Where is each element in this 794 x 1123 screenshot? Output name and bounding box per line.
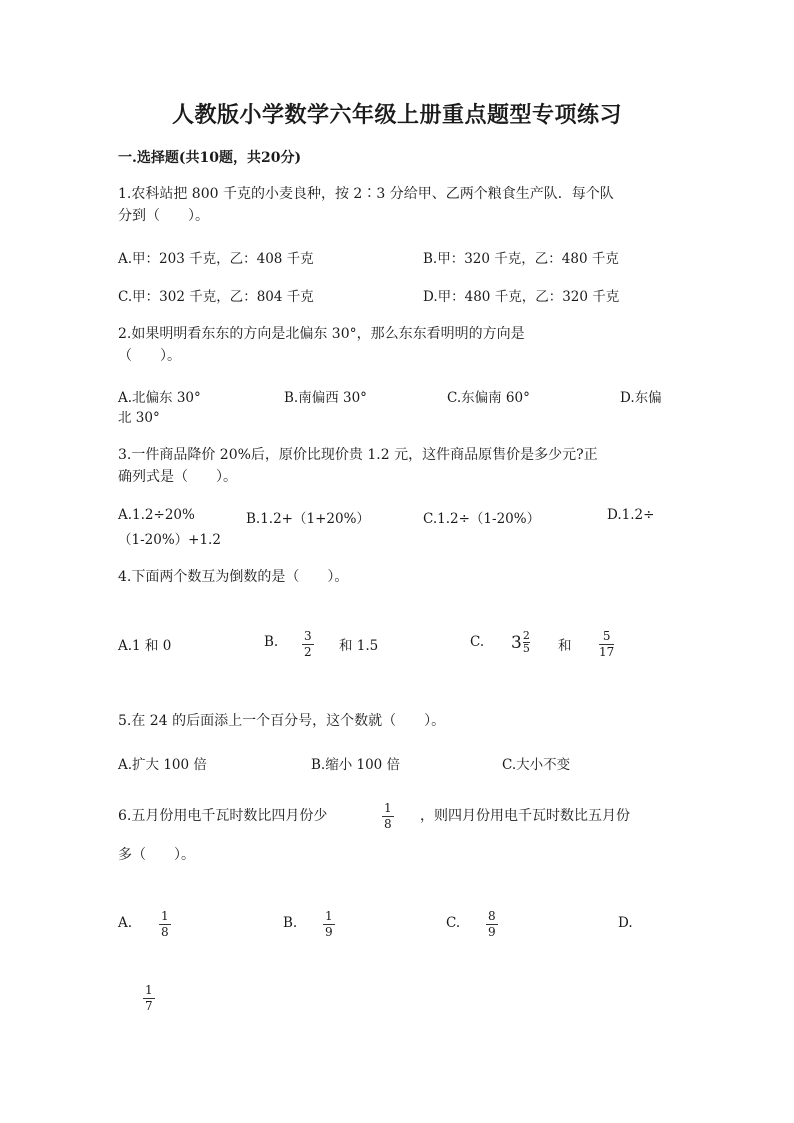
fraction-denominator: 8 (161, 925, 169, 939)
q1-stem-line2: 分到（ ）。 (118, 208, 209, 224)
q5-option-a[interactable]: A.扩大 100 倍 (118, 757, 207, 773)
q5-option-b[interactable]: B.缩小 100 倍 (311, 757, 401, 773)
fraction-numerator: 1 (145, 983, 153, 997)
q3-option-a[interactable]: A.1.2÷20% (118, 507, 195, 523)
fraction-numerator: 3 (304, 629, 312, 643)
q4-option-c-fraction (599, 630, 614, 659)
fraction-denominator: 17 (599, 645, 615, 659)
fraction-numerator: 1 (325, 909, 333, 923)
q3-option-d-cont: （1-20%）+1.2 (118, 532, 221, 548)
fraction-numerator: 2 (522, 629, 530, 642)
q6-option-a-fraction (159, 910, 171, 939)
page-title: 人教版小学数学六年级上册重点题型专项练习 (171, 102, 622, 128)
q4-option-b-label[interactable]: B. (264, 634, 279, 650)
fraction-denominator: 7 (145, 999, 153, 1013)
mixed-fraction (523, 630, 530, 655)
q3-stem-line2: 确列式是（ ）。 (118, 469, 237, 485)
q6-option-a-label[interactable]: A. (118, 915, 133, 931)
q3-option-c[interactable]: C.1.2÷（1-20%） (423, 511, 541, 527)
q5-option-c[interactable]: C.大小不变 (502, 757, 571, 773)
q1-option-d[interactable]: D.甲：480 千克，乙：320 千克 (423, 289, 620, 305)
q2-option-d[interactable]: D.东偏 (620, 390, 662, 406)
q6-option-d-label[interactable]: D. (618, 915, 633, 931)
section-heading: 一.选择题(共10题，共20分) (118, 150, 302, 166)
q3-stem-line1: 3.一件商品降价 20%后，原价比现价贵 1.2 元，这件商品原售价是多少元?正 (118, 447, 598, 463)
q1-option-b[interactable]: B.甲：320 千克，乙：480 千克 (423, 251, 619, 267)
q3-option-b[interactable]: B.1.2+（1+20%） (246, 511, 370, 527)
fraction-numerator: 8 (488, 909, 496, 923)
q6-option-b-fraction (323, 910, 335, 939)
q4-option-a[interactable]: A.1 和 0 (118, 638, 172, 654)
q6-stem-line2: 多（ ）。 (118, 847, 195, 863)
q1-option-a[interactable]: A.甲：203 千克，乙：408 千克 (118, 251, 314, 267)
q2-option-a[interactable]: A.北偏东 30° (118, 390, 201, 406)
fraction-denominator: 2 (304, 645, 312, 659)
q2-option-b[interactable]: B.南偏西 30° (284, 390, 367, 406)
q4-option-c-and: 和 (558, 638, 572, 654)
q5-stem: 5.在 24 的后面添上一个百分号，这个数就（ ）。 (118, 713, 446, 729)
fraction-denominator: 5 (522, 642, 530, 655)
q1-stem-line1: 1.农科站把 800 千克的小麦良种，按 2∶3 分给甲、乙两个粮食生产队．每个队 (118, 186, 614, 202)
q2-option-d-cont: 北 30° (118, 410, 160, 426)
q6-option-d-fraction (143, 984, 155, 1013)
q2-stem-line1: 2.如果明明看东东的方向是北偏东 30°，那么东东看明明的方向是 (118, 326, 525, 342)
fraction-denominator: 9 (325, 925, 333, 939)
q1-option-c[interactable]: C.甲：302 千克，乙：804 千克 (118, 289, 314, 305)
q3-option-d[interactable]: D.1.2÷ (607, 507, 655, 523)
fraction-denominator: 9 (488, 925, 496, 939)
mixed-whole: 3 (511, 632, 522, 653)
q2-stem-line2: （ ）。 (118, 348, 181, 364)
q2-option-c[interactable]: C.东偏南 60° (447, 390, 530, 406)
q4-option-c-mixed-number (511, 630, 530, 655)
q4-option-c-label[interactable]: C. (470, 634, 485, 650)
q4-option-b-fraction (302, 630, 314, 659)
fraction-denominator: 8 (384, 817, 392, 831)
q6-option-b-label[interactable]: B. (283, 915, 298, 931)
q4-option-b-tail: 和 1.5 (339, 638, 379, 654)
q6-option-c-label[interactable]: C. (446, 915, 461, 931)
q6-stem-part1: 6.五月份用电千瓦时数比四月份少 (118, 808, 328, 824)
q4-stem: 4.下面两个数互为倒数的是（ ）。 (118, 569, 349, 585)
q6-option-c-fraction (486, 910, 498, 939)
q6-stem-part2: ，则四月份用电千瓦时数比五月份 (420, 808, 630, 824)
fraction-numerator: 1 (161, 909, 169, 923)
fraction-numerator: 1 (384, 801, 392, 815)
q6-stem-fraction (382, 802, 394, 831)
fraction-numerator: 5 (602, 629, 611, 643)
